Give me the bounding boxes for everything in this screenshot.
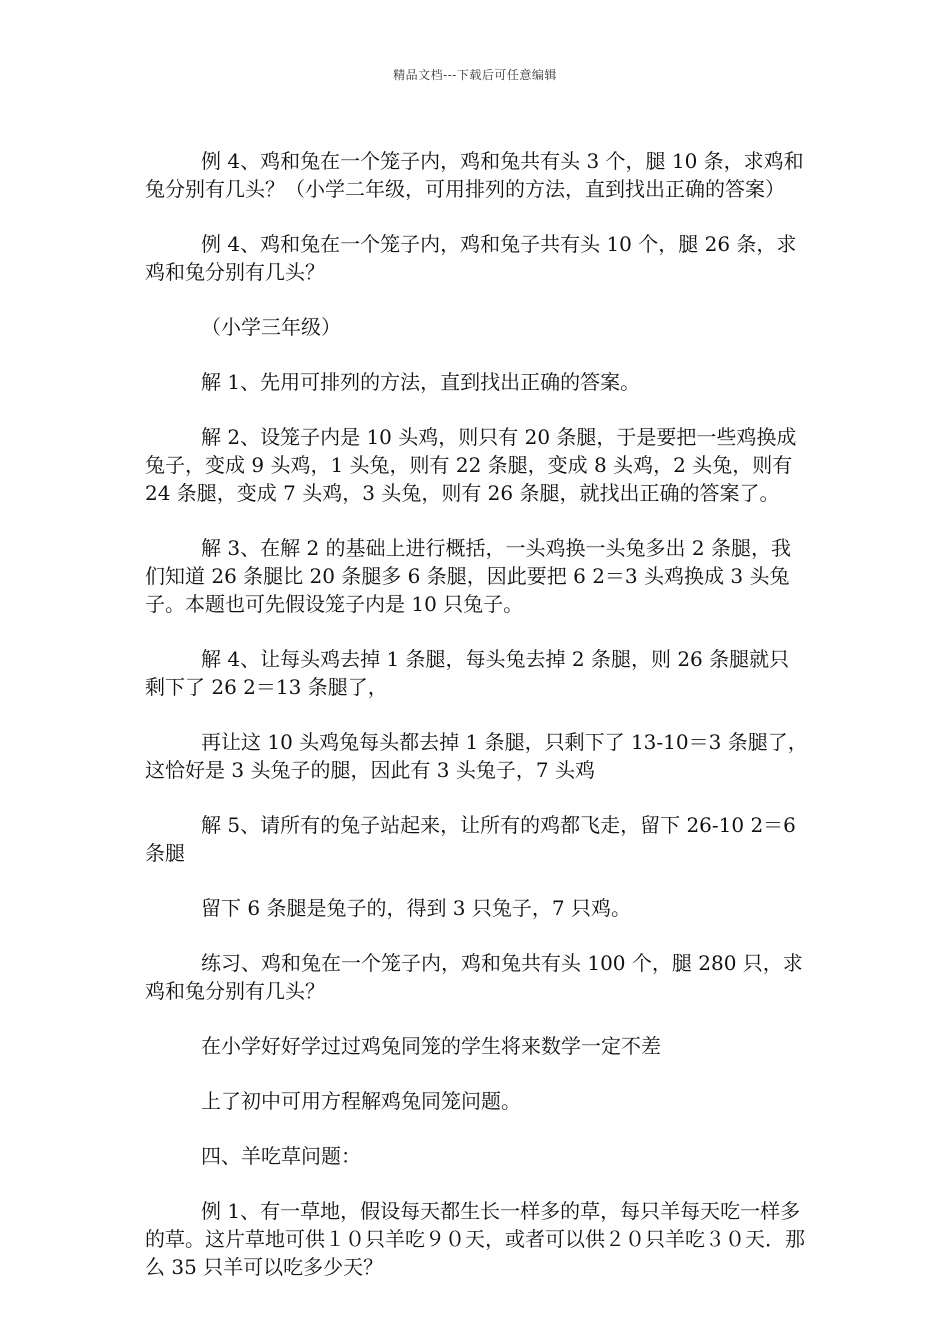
- section-heading-sheep: 四、羊吃草问题：: [201, 1144, 361, 1168]
- paragraph-remark-2: 上了初中可用方程解鸡兔同笼问题。: [201, 1089, 521, 1113]
- document-body: [145, 147, 809, 1281]
- paragraph-exercise: 练习、鸡和兔在一个笼子内，鸡和兔共有头 100 个，腿 280 只，求鸡和兔分别有几头？: [145, 951, 803, 1003]
- paragraph-solution-2: 解 2、设笼子内是 10 头鸡，则只有 20 条腿，于是要把一些鸡换成兔子，变成 9 头鸡，1 头兔，则有 22 条腿，变成 8 头鸡，2 头兔，则有 24 条腿，变成 7 头鸡，3 头兔，则有 26 条腿，就找出正确的答案了。: [145, 425, 797, 505]
- paragraph-grade-note: （小学三年级）: [201, 315, 341, 339]
- paragraph-example-4b: 例 4、鸡和兔在一个笼子内，鸡和兔子共有头 10 个，腿 26 条，求鸡和兔分别有几头？: [145, 232, 797, 284]
- paragraph-solution-5-cont: 留下 6 条腿是兔子的，得到 3 只兔子，7 只鸡。: [201, 896, 631, 920]
- paragraph-example-4a: 例 4、鸡和兔在一个笼子内，鸡和兔共有头 3 个，腿 10 条，求鸡和兔分别有几头？（小学二年级，可用排列的方法，直到找出正确的答案）: [145, 149, 804, 201]
- paragraph-sheep-example-1: 例 1、有一草地，假设每天都生长一样多的草，每只羊每天吃一样多的草。这片草地可供１０只羊吃９０天，或者可以供２０只羊吃３０天．那么 35 只羊可以吃多少天？: [145, 1199, 805, 1279]
- paragraph-solution-4: 解 4、让每头鸡去掉 1 条腿，每头兔去掉 2 条腿，则 26 条腿就只剩下了 26 2＝13 条腿了，: [145, 647, 790, 699]
- paragraph-solution-3: 解 3、在解 2 的基础上进行概括，一头鸡换一头兔多出 2 条腿，我们知道 26 条腿比 20 条腿多 6 条腿，因此要把 6 2＝3 头鸡换成 3 头兔子。本题也可先假设笼子内是 10 只兔子。: [145, 536, 791, 616]
- paragraph-solution-1: 解 1、先用可排列的方法，直到找出正确的答案。: [201, 370, 641, 394]
- paragraph-solution-5: 解 5、请所有的兔子站起来，让所有的鸡都飞走，留下 26-10 2＝6 条腿: [145, 813, 796, 865]
- page-header: 精品文档---下载后可任意编辑: [393, 68, 557, 82]
- paragraph-solution-4-cont: 再让这 10 头鸡兔每头都去掉 1 条腿，只剩下了 13-10＝3 条腿了，这恰好是 3 头兔子的腿，因此有 3 头兔子，7 头鸡: [145, 730, 808, 782]
- paragraph-remark-1: 在小学好好学过过鸡兔同笼的学生将来数学一定不差: [201, 1034, 661, 1058]
